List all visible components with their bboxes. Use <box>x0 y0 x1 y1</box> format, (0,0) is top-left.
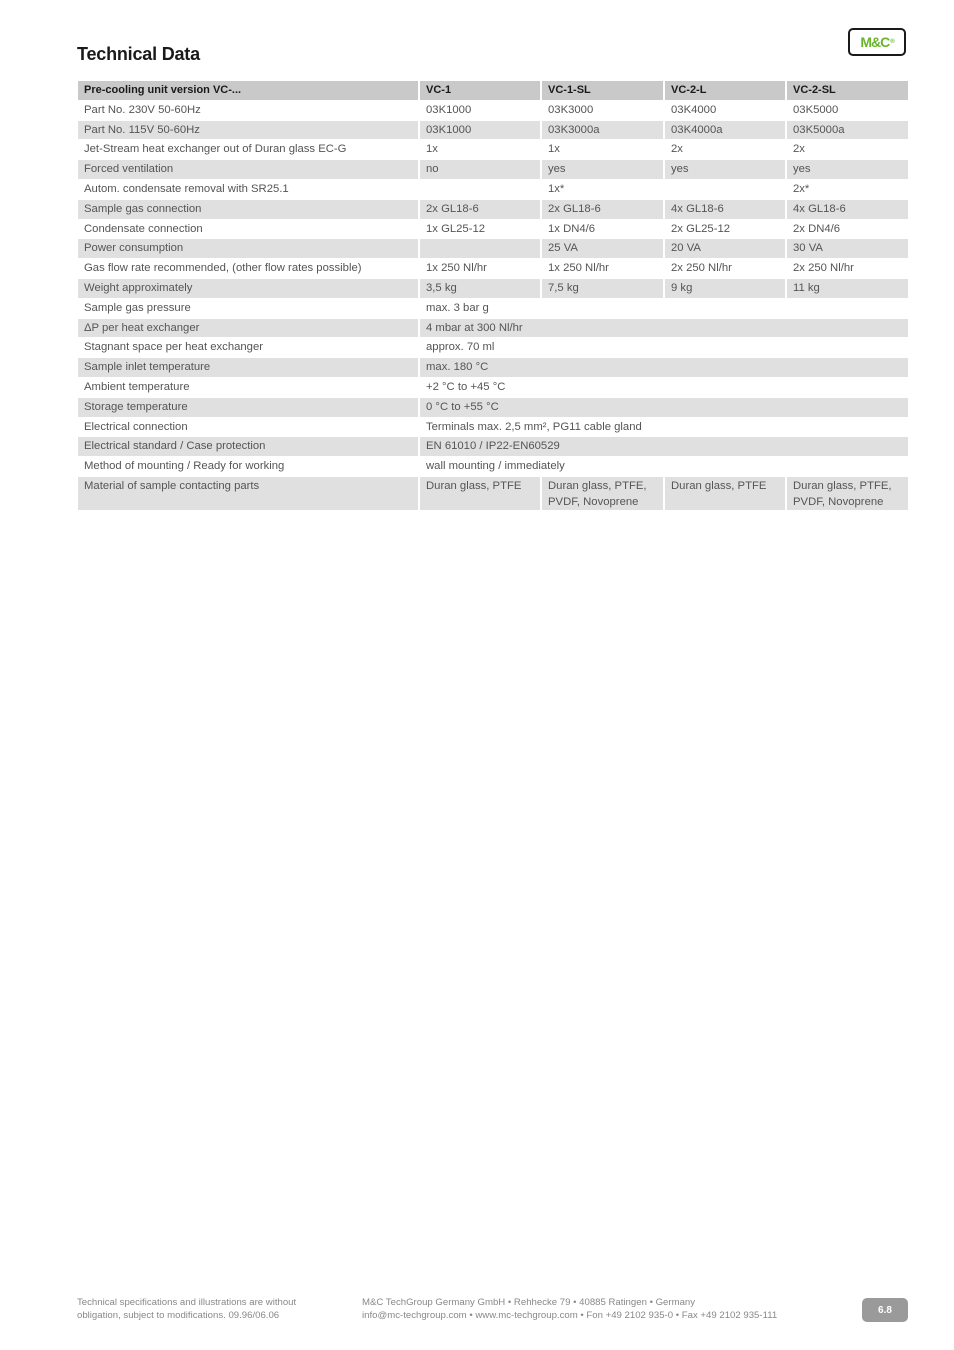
row-value: 03K5000a <box>785 121 908 141</box>
table-row <box>78 200 908 220</box>
logo-registered-mark: ® <box>890 39 894 45</box>
page-number-badge: 6.8 <box>862 1298 908 1322</box>
row-value: Duran glass, PTFE, PVDF, Novoprene <box>785 477 908 511</box>
row-value: 03K4000 <box>663 101 785 121</box>
row-label: Stagnant space per heat exchanger <box>78 338 418 358</box>
footer-company-info <box>362 1297 832 1322</box>
table-row <box>78 220 908 240</box>
row-value-all-versions: +2 °C to +45 °C <box>418 378 908 398</box>
row-value <box>663 180 785 200</box>
row-label: Part No. 230V 50-60Hz <box>78 101 418 121</box>
row-value: 2x GL25-12 <box>663 220 785 240</box>
footer-disclaimer-line: obligation, subject to modifications. 09.96/06.06 <box>77 1309 280 1321</box>
table-row <box>78 121 908 141</box>
row-value: 4x GL18-6 <box>785 200 908 220</box>
row-value: 03K1000 <box>418 101 540 121</box>
row-value-all-versions: Terminals max. 2,5 mm², PG11 cable gland <box>418 418 908 438</box>
row-label: Forced ventilation <box>78 160 418 180</box>
row-value-all-versions: max. 3 bar g <box>418 299 908 319</box>
row-value: 30 VA <box>785 239 908 259</box>
row-value: yes <box>540 160 663 180</box>
table-row <box>78 398 908 418</box>
table-row <box>78 239 908 259</box>
row-value: Duran glass, PTFE, PVDF, Novoprene <box>540 477 663 511</box>
row-value: 2x* <box>785 180 908 200</box>
row-value: yes <box>663 160 785 180</box>
row-label: Gas flow rate recommended, (other flow rates possible) <box>78 259 418 279</box>
row-value <box>418 239 540 259</box>
row-value: 1x* <box>540 180 663 200</box>
row-value: 03K5000 <box>785 101 908 121</box>
table-row <box>78 437 908 457</box>
row-label: ΔP per heat exchanger <box>78 319 418 339</box>
row-label: Condensate connection <box>78 220 418 240</box>
row-label: Method of mounting / Ready for working <box>78 457 418 477</box>
row-value-all-versions: wall mounting / immediately <box>418 457 908 477</box>
footer-contact: info@mc-techgroup.com • www.mc-techgroup.com • Fon +49 2102 935-0 • Fax +49 2102 935-111 <box>362 1309 778 1321</box>
row-label: Ambient temperature <box>78 378 418 398</box>
row-label: Storage temperature <box>78 398 418 418</box>
header-cell-version: VC-2-SL <box>785 81 908 101</box>
row-label: Autom. condensate removal with SR25.1 <box>78 180 418 200</box>
row-value: 4x GL18-6 <box>663 200 785 220</box>
row-value: Duran glass, PTFE <box>418 477 540 511</box>
row-value: 1x 250 Nl/hr <box>418 259 540 279</box>
table-row <box>78 259 908 279</box>
row-value-all-versions: 4 mbar at 300 Nl/hr <box>418 319 908 339</box>
logo-text: M&C <box>860 34 890 50</box>
row-value: 11 kg <box>785 279 908 299</box>
table-row <box>78 457 908 477</box>
row-value: 2x <box>785 140 908 160</box>
technical-data-table <box>78 81 908 511</box>
header-cell-version: VC-2-L <box>663 81 785 101</box>
table-body <box>78 101 908 511</box>
row-value: 2x GL18-6 <box>540 200 663 220</box>
row-value: 7,5 kg <box>540 279 663 299</box>
row-value: 9 kg <box>663 279 785 299</box>
row-value: 2x GL18-6 <box>418 200 540 220</box>
row-value-all-versions: EN 61010 / IP22-EN60529 <box>418 437 908 457</box>
row-label: Sample gas connection <box>78 200 418 220</box>
table-row <box>78 319 908 339</box>
row-value: 20 VA <box>663 239 785 259</box>
row-value: 03K3000a <box>540 121 663 141</box>
table-row <box>78 180 908 200</box>
row-value: Duran glass, PTFE <box>663 477 785 511</box>
row-value: no <box>418 160 540 180</box>
table-row <box>78 140 908 160</box>
row-value: 2x 250 Nl/hr <box>785 259 908 279</box>
row-label: Material of sample contacting parts <box>78 477 418 511</box>
row-value: 1x 250 Nl/hr <box>540 259 663 279</box>
row-value <box>418 180 540 200</box>
row-value: 1x GL25-12 <box>418 220 540 240</box>
row-label: Electrical connection <box>78 418 418 438</box>
header-cell-version: VC-1-SL <box>540 81 663 101</box>
table-row <box>78 299 908 319</box>
table-row <box>78 477 908 511</box>
table-header-row <box>78 81 908 101</box>
row-value: 3,5 kg <box>418 279 540 299</box>
row-label: Jet-Stream heat exchanger out of Duran glass EC-G <box>78 140 418 160</box>
row-label: Weight approximately <box>78 279 418 299</box>
row-value: 2x DN4/6 <box>785 220 908 240</box>
table-row <box>78 418 908 438</box>
header-cell-parameter: Pre-cooling unit version VC-... <box>78 81 418 101</box>
row-value: 1x <box>418 140 540 160</box>
row-value: 03K3000 <box>540 101 663 121</box>
footer-disclaimer-line: Technical specifications and illustrations are without <box>77 1297 297 1308</box>
row-label: Sample inlet temperature <box>78 358 418 378</box>
row-value: 1x DN4/6 <box>540 220 663 240</box>
row-label: Electrical standard / Case protection <box>78 437 418 457</box>
footer-disclaimer <box>77 1297 337 1322</box>
table-row <box>78 378 908 398</box>
row-value-all-versions: 0 °C to +55 °C <box>418 398 908 418</box>
row-value-all-versions: max. 180 °C <box>418 358 908 378</box>
table-row <box>78 279 908 299</box>
footer-address: M&C TechGroup Germany GmbH • Rehhecke 79 • 40885 Ratingen • Germany <box>362 1297 696 1308</box>
row-value: 2x 250 Nl/hr <box>663 259 785 279</box>
row-value-all-versions: approx. 70 ml <box>418 338 908 358</box>
row-label: Sample gas pressure <box>78 299 418 319</box>
row-value: yes <box>785 160 908 180</box>
table-row <box>78 358 908 378</box>
row-value: 03K1000 <box>418 121 540 141</box>
page-title: Technical Data <box>77 44 200 64</box>
row-value: 25 VA <box>540 239 663 259</box>
row-label: Part No. 115V 50-60Hz <box>78 121 418 141</box>
table-row <box>78 338 908 358</box>
header-cell-version: VC-1 <box>418 81 540 101</box>
table-row <box>78 160 908 180</box>
company-logo <box>848 28 906 56</box>
row-value: 2x <box>663 140 785 160</box>
row-label: Power consumption <box>78 239 418 259</box>
table-row <box>78 101 908 121</box>
row-value: 03K4000a <box>663 121 785 141</box>
row-value: 1x <box>540 140 663 160</box>
